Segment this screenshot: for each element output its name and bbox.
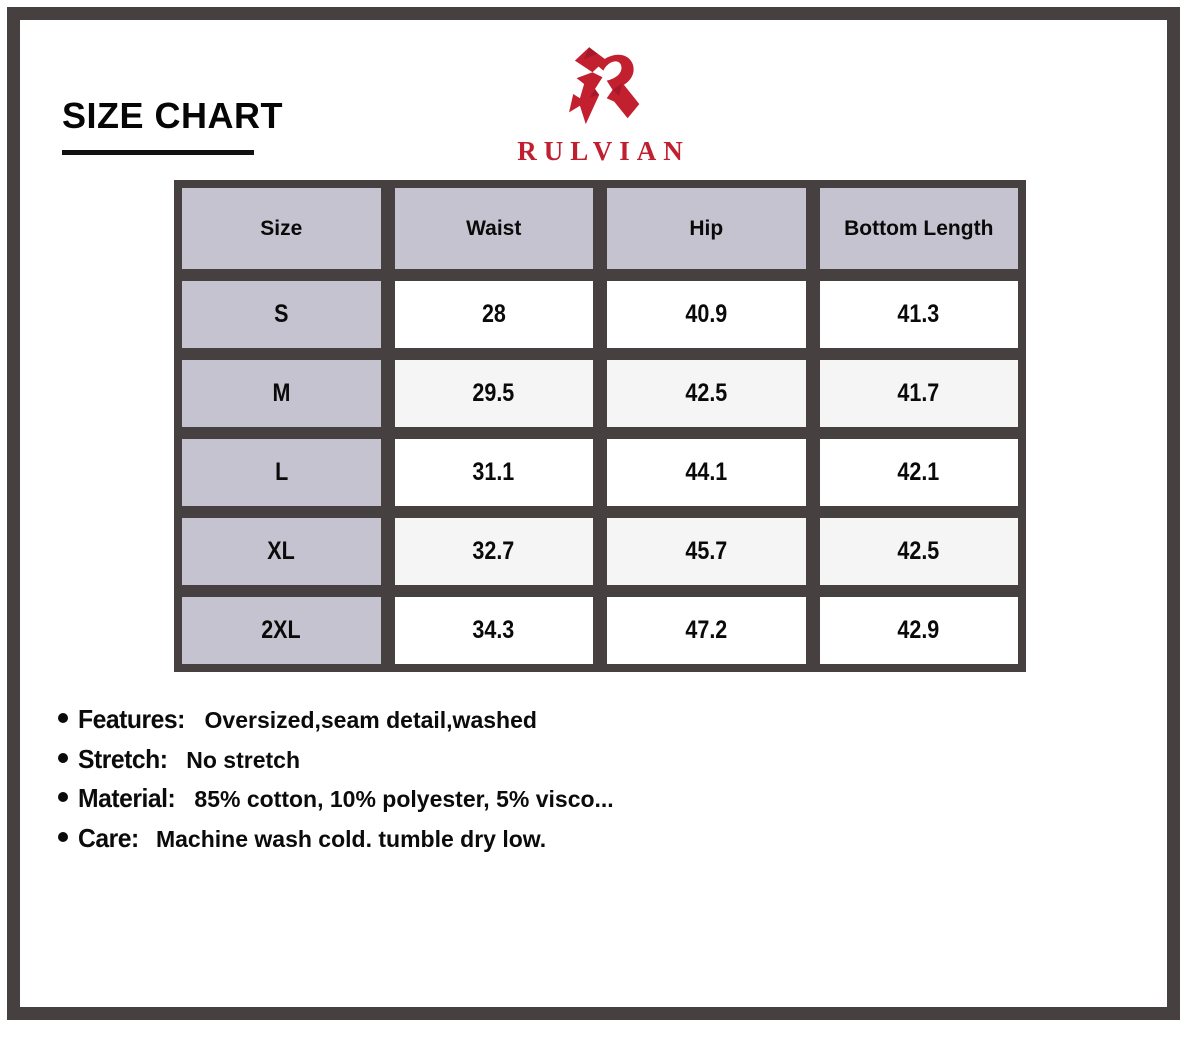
detail-value: Machine wash cold. tumble dry low. — [155, 825, 547, 852]
detail-label: Features: — [78, 704, 185, 734]
table-cell: 28 — [395, 281, 594, 348]
bullet-icon — [58, 713, 68, 723]
brand-r-monogram-icon — [554, 34, 646, 134]
detail-row-material — [58, 783, 614, 811]
detail-row-stretch — [58, 744, 614, 772]
size-chart-table — [174, 180, 1026, 672]
table-cell: 42.5 — [820, 518, 1019, 585]
table-cell: 29.5 — [395, 360, 594, 427]
brand-name: RULVIAN — [517, 136, 690, 166]
detail-value: 85% cotton, 10% polyester, 5% visco... — [194, 786, 614, 812]
table-cell: 32.7 — [395, 518, 594, 585]
column-header-hip: Hip — [607, 188, 806, 269]
table-cell: 47.2 — [607, 597, 806, 664]
table-cell: 42.1 — [820, 439, 1019, 506]
table-cell: 45.7 — [607, 518, 806, 585]
detail-label: Stretch: — [78, 743, 168, 774]
brand-logo — [450, 34, 750, 167]
size-label-cell: L — [182, 439, 381, 506]
column-header-size: Size — [182, 188, 381, 269]
page-title: SIZE CHART — [62, 95, 283, 136]
bullet-icon — [58, 753, 68, 763]
table-cell: 40.9 — [607, 281, 806, 348]
bullet-icon — [58, 832, 68, 842]
detail-row-features — [58, 704, 614, 732]
table-cell: 42.9 — [820, 597, 1019, 664]
size-label-cell: XL — [182, 518, 381, 585]
column-header-waist: Waist — [395, 188, 594, 269]
detail-value: No stretch — [186, 746, 300, 773]
size-label-cell: 2XL — [182, 597, 381, 664]
column-header-bottom-length: Bottom Length — [820, 188, 1019, 269]
table-cell: 44.1 — [607, 439, 806, 506]
table-cell: 42.5 — [607, 360, 806, 427]
size-label-cell: S — [182, 281, 381, 348]
detail-label: Care: — [78, 822, 139, 853]
title-underline — [62, 150, 254, 155]
detail-label: Material: — [78, 783, 176, 813]
bullet-icon — [58, 792, 68, 802]
size-label-cell: M — [182, 360, 381, 427]
detail-row-care — [58, 823, 614, 851]
table-cell: 41.7 — [820, 360, 1019, 427]
table-cell: 34.3 — [395, 597, 594, 664]
product-details-list — [58, 704, 614, 862]
table-cell: 31.1 — [395, 439, 594, 506]
table-cell: 41.3 — [820, 281, 1019, 348]
detail-value: Oversized,seam detail,washed — [204, 707, 537, 733]
